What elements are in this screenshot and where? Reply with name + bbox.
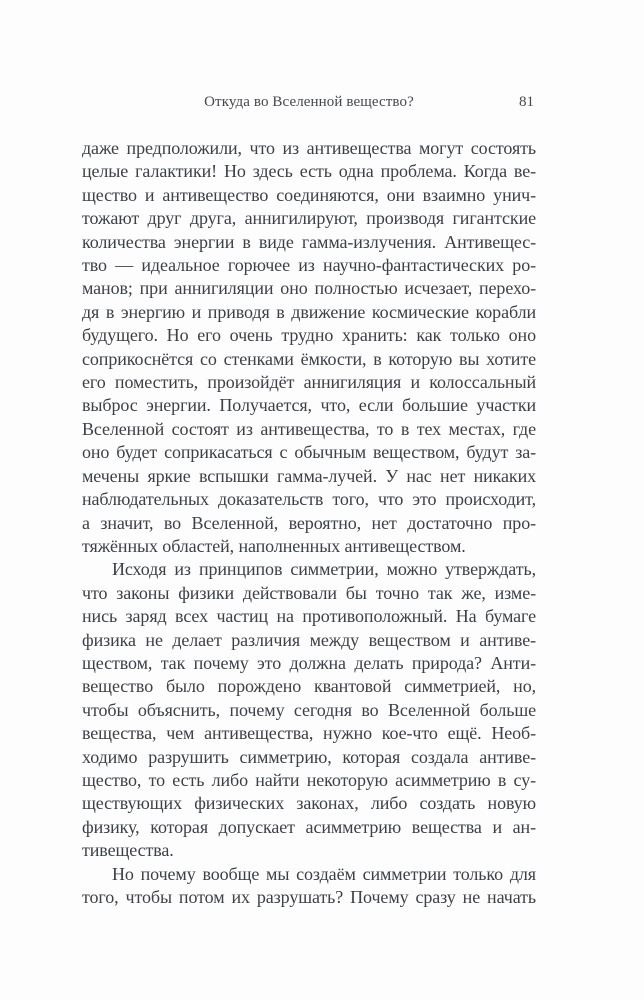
text-line: тивещества.	[82, 840, 174, 861]
text-line: тожают друг друга, аннигилируют, производя гигантские	[82, 208, 536, 229]
text-line: вещество было порождено квантовой симметрией, но,	[82, 676, 536, 697]
text-line: дя в энергию и приводя в движение космические корабли	[82, 301, 536, 322]
text-line: того, чтобы потом их разрушать? Почему сразу не начать	[82, 887, 536, 907]
text-line: соприкоснётся со стенками ёмкости, в которую вы хотите	[82, 348, 536, 369]
page-number: 81	[519, 94, 534, 110]
text-line: тяжённых областей, наполненных антивеществом.	[82, 535, 466, 556]
text-line: что законы физики действовали бы точно так же, изме-	[82, 582, 536, 603]
text-line: щество и антивещество соединяются, они взаимно унич-	[82, 184, 536, 205]
text-line: ходимо разрушить симметрию, которая создала антиве-	[82, 746, 536, 767]
text-line: его поместить, произойдёт аннигиляция и колоссальный	[82, 372, 536, 393]
running-title: Откуда во Вселенной вещество?	[204, 94, 414, 110]
text-line: нись заряд всех частиц на противоположный. На бумаге	[82, 606, 536, 627]
text-line: чтобы объяснить, почему сегодня во Вселенной больше	[82, 699, 536, 720]
running-head	[82, 91, 536, 113]
text-line: количества энергии в виде гамма-излучения. Антивещес-	[82, 231, 536, 252]
text-line: тво — идеальное горючее из научно-фантастических ро-	[82, 255, 536, 276]
text-line: физика не делает различия между веществом и антиве-	[82, 629, 536, 650]
text-line: даже предположили, что из антивещества могут состоять	[82, 138, 536, 158]
text-line: Но почему вообще мы создаём симметрии только для	[112, 863, 536, 884]
text-line: вещества, чем антивещества, нужно кое-что ещё. Необ-	[82, 723, 536, 744]
text-line: выброс энергии. Получается, что, если большие участки	[82, 395, 536, 416]
text-line: ществующих физических законах, либо создать новую	[82, 793, 536, 814]
text-line: ществом, так почему это должна делать природа? Анти-	[82, 652, 536, 673]
text-line: Исходя из принципов симметрии, можно утверждать,	[112, 559, 536, 580]
text-line: а значит, во Вселенной, вероятно, нет достаточно про-	[82, 512, 536, 533]
text-line: будущего. Но его очень трудно хранить: как только оно	[82, 325, 536, 346]
text-line: щество, то есть либо найти некоторую асимметрию в су-	[82, 769, 536, 790]
text-line: целые галактики! Но здесь есть одна проблема. Когда ве-	[82, 161, 536, 182]
text-line: физику, которая допускает асимметрию вещества и ан-	[82, 816, 536, 837]
paragraph	[82, 863, 536, 910]
paragraph	[82, 137, 536, 558]
page-body	[82, 137, 536, 909]
text-line: Вселенной состоят из антивещества, то в тех местах, где	[82, 418, 536, 439]
text-line: мечены яркие вспышки гамма-лучей. У нас нет никаких	[82, 465, 536, 486]
text-line: манов; при аннигиляции оно полностью исчезает, перехо-	[82, 278, 536, 299]
text-line: оно будет соприкасаться с обычным веществом, будут за-	[82, 442, 536, 463]
paragraph	[82, 558, 536, 862]
text-line: наблюдательных доказательств того, что это происходит,	[82, 489, 536, 510]
